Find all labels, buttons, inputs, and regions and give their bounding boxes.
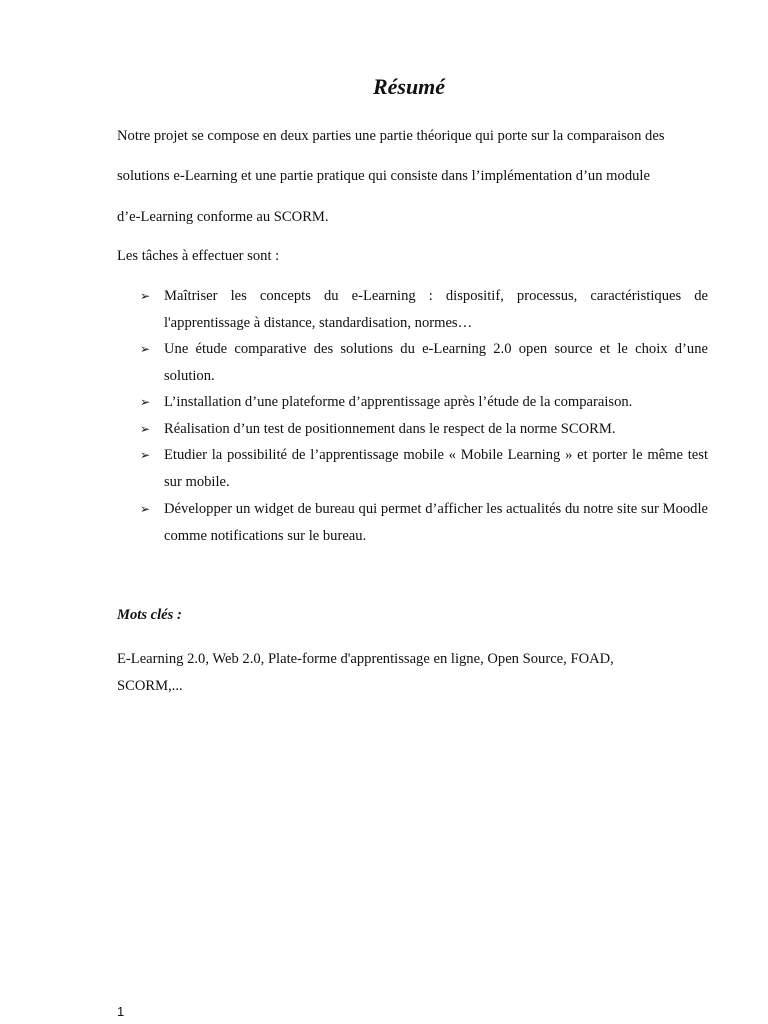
intro-line-2: solutions e-Learning et une partie pratique qui consiste dans l’implémentation d’un module [117, 168, 650, 184]
task-item [140, 496, 708, 549]
task-text: Réalisation d’un test de positionnement dans le respect de la norme SCORM. [164, 421, 616, 437]
task-item [140, 416, 708, 443]
task-item [140, 283, 708, 336]
arrow-bullet-icon: ➢ [140, 448, 151, 462]
keywords-text: E-Learning 2.0, Web 2.0, Plate-forme d'apprentissage en ligne, Open Source, FOAD, SCORM,... [117, 651, 614, 694]
task-text: L’installation d’une plateforme d’apprentissage après l’étude de la comparaison. [164, 394, 633, 410]
task-text: Une étude comparative des solutions du e-Learning 2.0 open source et le choix d’une solution. [164, 341, 708, 384]
arrow-bullet-icon: ➢ [140, 422, 151, 436]
intro-line-1: Notre projet se compose en deux parties une partie théorique qui porte sur la comparaison des [117, 128, 665, 144]
keywords-heading: Mots clés : [117, 607, 182, 623]
task-item [140, 389, 708, 416]
page-number: 1 [117, 1004, 125, 1019]
task-item [140, 336, 708, 389]
page-title: Résumé [372, 74, 446, 99]
arrow-bullet-icon: ➢ [140, 289, 151, 303]
task-text: Maîtriser les concepts du e-Learning : dispositif, processus, caractéristiques de l'apprentissage à distance, standardisation, normes… [164, 288, 708, 331]
task-text: Etudier la possibilité de l’apprentissage mobile « Mobile Learning » et porter le même test sur mobile. [164, 447, 708, 490]
task-text: Développer un widget de bureau qui permet d’afficher les actualités du notre site sur Moodle comme notifications sur le bureau. [164, 501, 708, 544]
tasks-intro: Les tâches à effectuer sont : [117, 248, 280, 264]
arrow-bullet-icon: ➢ [140, 342, 151, 356]
intro-line-3: d’e-Learning conforme au SCORM. [117, 209, 329, 225]
task-item [140, 442, 708, 495]
arrow-bullet-icon: ➢ [140, 502, 151, 516]
arrow-bullet-icon: ➢ [140, 395, 151, 409]
